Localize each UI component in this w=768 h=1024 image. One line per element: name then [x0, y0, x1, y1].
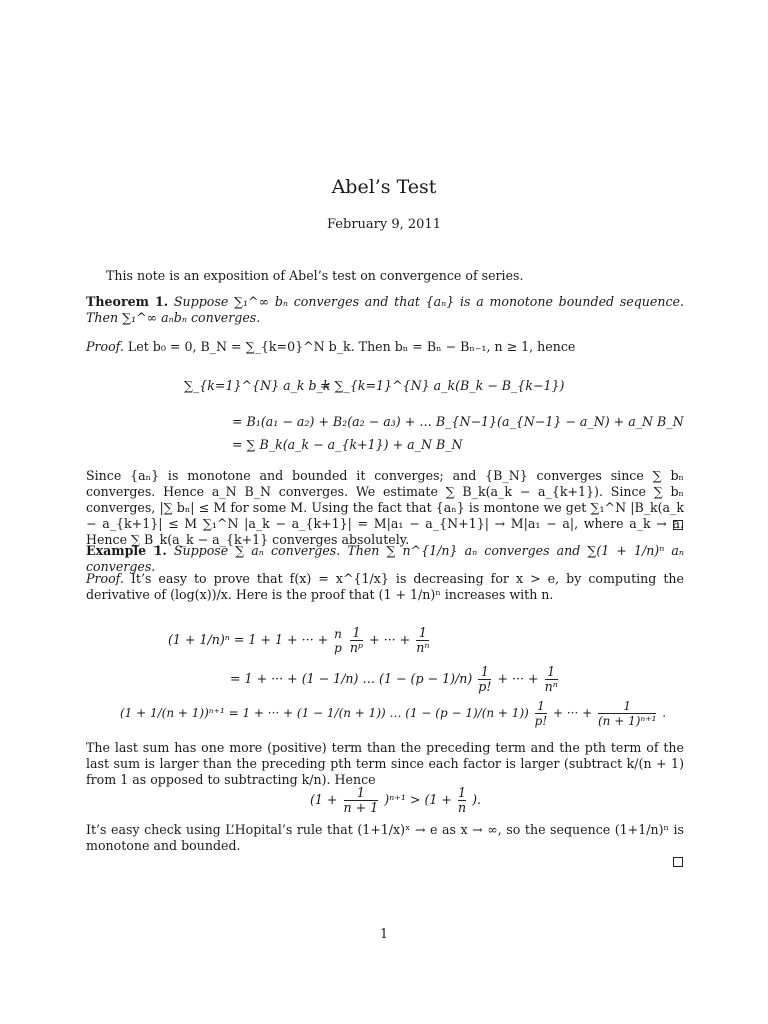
frac-den: (n + 1)ⁿ⁺¹ [598, 714, 657, 728]
qed-square-icon [673, 520, 683, 530]
binomial-coefficient [334, 627, 342, 655]
proof2-para-after: The last sum has one more (positive) term than the preceding term and the pth term of the last sum is larger than the preceding pth term since each factor is larger (subtract k/(n + 1) from 1 as opposed to subtracting k/n). Hence [86, 740, 684, 787]
proof2-intro [86, 571, 684, 603]
proof1-conclusion: Since {aₙ} is monotone and bounded it converges; and {B_N} converges since ∑ bₙ converges. Hence a_N B_N converges. We estimate ∑ B_k(a_k − a_{k+1}). Since ∑ bₙ converges, |∑ bₙ| ≤ M for some M. Using the fact that {aₙ} is montone we get ∑₁^N |B_k(a_k − a_{k+1}| ≤ M ∑₁^N |a_k − a_{k+1}| = M|a₁ − a_{N+1}| → M|a₁ − a|, where a_k → a. Hence ∑ B_k(a_k − a_{k+1} converges absolutely. [86, 468, 684, 547]
ineq-frac1 [344, 786, 379, 815]
qed-square-icon [673, 857, 683, 867]
ineq-b: )ⁿ⁺¹ > (1 + [384, 792, 452, 807]
frac-num: 1 [458, 785, 467, 800]
binomial-line-3 [120, 699, 666, 728]
frac-den: n [457, 800, 467, 815]
frac-den: nᵖ [349, 640, 364, 655]
ineq-frac2 [458, 786, 466, 815]
line2-frac1 [478, 665, 491, 694]
frac-den: nⁿ [416, 640, 430, 655]
line2-frac2 [545, 665, 558, 694]
line3-frac2 [598, 699, 656, 728]
proof1-intro [86, 339, 684, 355]
binom-top: n [334, 626, 342, 641]
line3-end: . [662, 706, 667, 720]
frac-den: p! [534, 714, 548, 728]
page-number: 1 [379, 926, 388, 941]
binomial-line-2 [230, 665, 560, 694]
frac-den: nⁿ [544, 679, 558, 694]
line3-lhs: (1 + 1/(n + 1))ⁿ⁺¹ = 1 + ··· + (1 − 1/(n + 1)) … (1 − (p − 1)/(n + 1)) [120, 706, 529, 720]
line2-mid: + ··· + [497, 671, 539, 686]
line1-frac2 [416, 626, 429, 655]
paper-title: Abel’s Test [331, 176, 437, 198]
ineq-a: (1 + [310, 792, 338, 807]
ineq-c: ). [472, 792, 482, 807]
binom-bot: p [334, 640, 342, 655]
proof1-label: Proof. [86, 339, 124, 354]
theorem-text: Suppose ∑₁^∞ bₙ converges and that {aₙ} is a monotone bounded sequence. Then ∑₁^∞ aₙbₙ converges. [86, 294, 684, 325]
inequality [310, 786, 481, 815]
line2-lhs: = 1 + ··· + (1 − 1/n) … (1 − (p − 1)/n) [230, 671, 473, 686]
frac-den: p! [478, 679, 492, 694]
proof2-text: It’s easy to prove that f(x) = x^{1/x} is decreasing for x > e, by computing the derivative of (log(x))/x. Here is the proof that (1 + 1/n)ⁿ increases with n. [86, 571, 684, 602]
frac-num: 1 [418, 625, 427, 640]
frac-num: 1 [623, 699, 632, 713]
line3-mid: + ··· + [552, 706, 593, 720]
proof2-final: It’s easy check using L’Hopital’s rule that (1+1/x)ˣ → e as x → ∞, so the sequence (1+1/n)ⁿ is monotone and bounded. [86, 822, 684, 853]
example-label: Example 1. [86, 543, 167, 558]
line3-frac1 [535, 699, 548, 728]
proof1-eq1-rhs: = ∑_{k=1}^{N} a_k(B_k − B_{k−1}) [320, 378, 565, 393]
line1-frac1 [350, 626, 363, 655]
proof2-label: Proof. [86, 571, 124, 586]
theorem-label: Theorem 1. [86, 294, 169, 309]
frac-num: 1 [352, 625, 361, 640]
proof1-eq2: = B₁(a₁ − a₂) + B₂(a₂ − a₃) + … B_{N−1}(a_{N−1} − a_N) + a_N B_N [232, 414, 684, 429]
binomial-line-1 [168, 626, 431, 655]
line1-mid: + ··· + [369, 632, 411, 647]
proof1-text: Let b₀ = 0, B_N = ∑_{k=0}^N b_k. Then bₙ = Bₙ − Bₙ₋₁, n ≥ 1, hence [127, 339, 576, 354]
proof1-eq1-lhs: ∑_{k=1}^{N} a_k b_k [184, 378, 331, 393]
proof1-eq3: = ∑ B_k(a_k − a_{k+1}) + a_N B_N [232, 437, 463, 452]
frac-num: 1 [480, 664, 489, 679]
theorem-block [86, 294, 684, 326]
paper-date: February 9, 2011 [327, 217, 441, 232]
example-text: Suppose ∑ aₙ converges. Then ∑ n^{1/n} aₙ converges and ∑(1 + 1/n)ⁿ aₙ converges. [86, 543, 684, 574]
intro-paragraph: This note is an exposition of Abel’s test on convergence of series. [106, 268, 524, 283]
frac-num: 1 [356, 785, 365, 800]
frac-den: n + 1 [343, 800, 379, 815]
frac-num: 1 [537, 699, 545, 713]
binom-lhs: (1 + 1/n)ⁿ = 1 + 1 + ··· + [168, 632, 329, 647]
frac-num: 1 [547, 664, 556, 679]
